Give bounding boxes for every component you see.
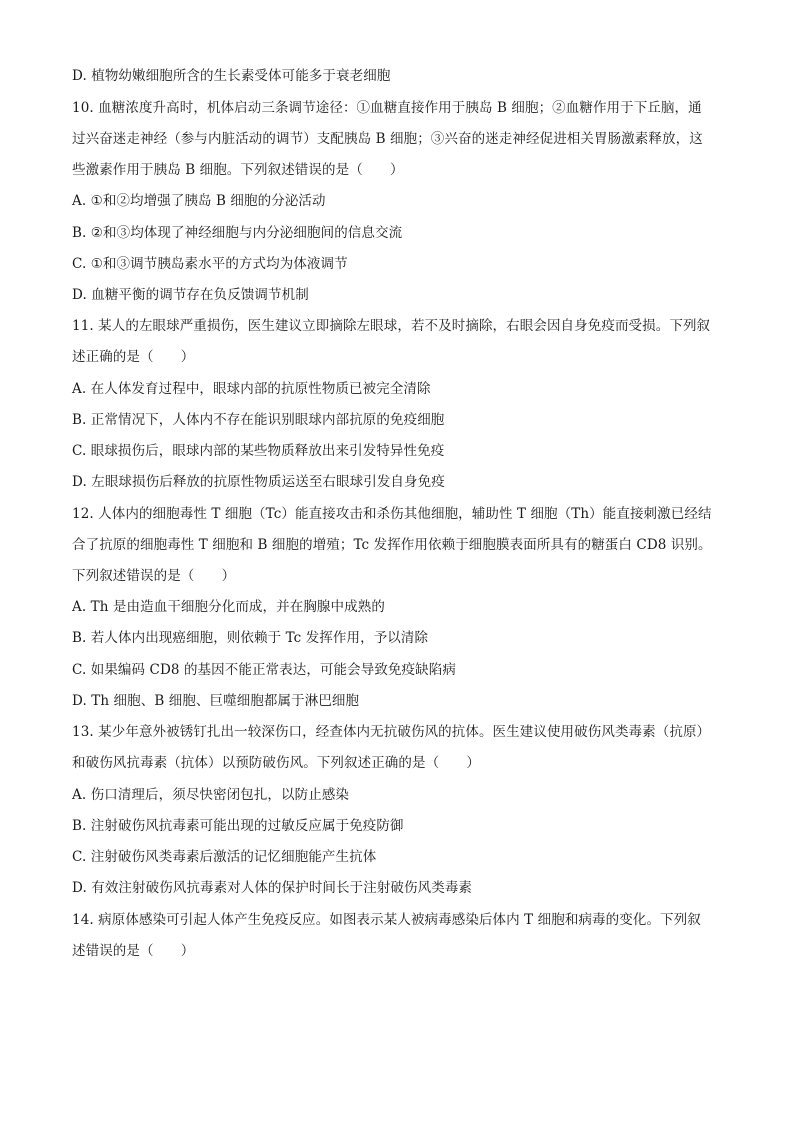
- q14-stem-line-2: 述错误的是（ ）: [72, 943, 195, 959]
- q10-stem-line-1: 10. 血糖浓度升高时，机体启动三条调节途径：①血糖直接作用于胰岛 B 细胞；②血糖作用于下丘脑，通: [72, 100, 702, 116]
- q9-option-d: D. 植物幼嫩细胞所含的生长素受体可能多于衰老细胞: [72, 68, 391, 84]
- q14-stem-line-1: 14. 病原体感染可引起人体产生免疫反应。如图表示某人被病毒感染后体内 T 细胞和病毒的变化。下列叙: [72, 912, 701, 928]
- q10-option-c: C. ①和③调节胰岛素水平的方式均为体液调节: [72, 256, 348, 272]
- q10-option-d: D. 血糖平衡的调节存在负反馈调节机制: [72, 287, 309, 303]
- q11-option-d: D. 左眼球损伤后释放的抗原性物质运送至右眼球引发自身免疫: [72, 474, 445, 490]
- q11-option-c: C. 眼球损伤后，眼球内部的某些物质释放出来引发特异性免疫: [72, 443, 445, 459]
- q13-stem-line-1: 13. 某少年意外被锈钉扎出一较深伤口，经查体内无抗破伤风的抗体。医生建议使用破伤风类毒素（抗原）: [72, 724, 711, 740]
- q11-option-a: A. 在人体发育过程中，眼球内部的抗原性物质已被完全清除: [72, 381, 431, 397]
- q10-stem-line-2: 过兴奋迷走神经（参与内脏活动的调节）支配胰岛 B 细胞；③兴奋的迷走神经促进相关胃肠激素释放，这: [72, 131, 703, 147]
- q11-stem-line-1: 11. 某人的左眼球严重损伤，医生建议立即摘除左眼球，若不及时摘除，右眼会因自身免疫而受损。下列叙: [72, 318, 711, 334]
- q12-stem-line-1: 12. 人体内的细胞毒性 T 细胞（Tc）能直接攻击和杀伤其他细胞，辅助性 T 细胞（Th）能直接刺激已经结: [72, 506, 712, 522]
- q12-option-b: B. 若人体内出现癌细胞，则依赖于 Tc 发挥作用，予以清除: [72, 630, 429, 646]
- q12-stem-line-3: 下列叙述错误的是（ ）: [72, 568, 236, 584]
- q13-stem-line-2: 和破伤风抗毒素（抗体）以预防破伤风。下列叙述正确的是（ ）: [72, 755, 480, 771]
- q10-stem-line-3: 些激素作用于胰岛 B 细胞。下列叙述错误的是（ ）: [72, 162, 404, 178]
- q10-option-b: B. ②和③均体现了神经细胞与内分泌细胞间的信息交流: [72, 225, 403, 241]
- q11-option-b: B. 正常情况下，人体内不存在能识别眼球内部抗原的免疫细胞: [72, 412, 445, 428]
- q13-option-b: B. 注射破伤风抗毒素可能出现的过敏反应属于免疫防御: [72, 818, 404, 834]
- q11-stem-line-2: 述正确的是（ ）: [72, 349, 195, 365]
- q13-option-d: D. 有效注射破伤风抗毒素对人体的保护时间长于注射破伤风类毒素: [72, 880, 473, 896]
- q13-option-a: A. 伤口清理后，须尽快密闭包扎，以防止感染: [72, 787, 350, 803]
- q12-option-a: A. Th 是由造血干细胞分化而成，并在胸腺中成熟的: [72, 599, 385, 615]
- q12-option-c: C. 如果编码 CD8 的基因不能正常表达，可能会导致免疫缺陷病: [72, 662, 456, 678]
- q12-option-d: D. Th 细胞、B 细胞、巨噬细胞都属于淋巴细胞: [72, 693, 360, 709]
- q13-option-c: C. 注射破伤风类毒素后激活的记忆细胞能产生抗体: [72, 849, 377, 865]
- q12-stem-line-2: 合了抗原的细胞毒性 T 细胞和 B 细胞的增殖；Tc 发挥作用依赖于细胞膜表面所具有的糖蛋白 CD8 识别。: [72, 537, 712, 553]
- q10-option-a: A. ①和②均增强了胰岛 B 细胞的分泌活动: [72, 193, 326, 209]
